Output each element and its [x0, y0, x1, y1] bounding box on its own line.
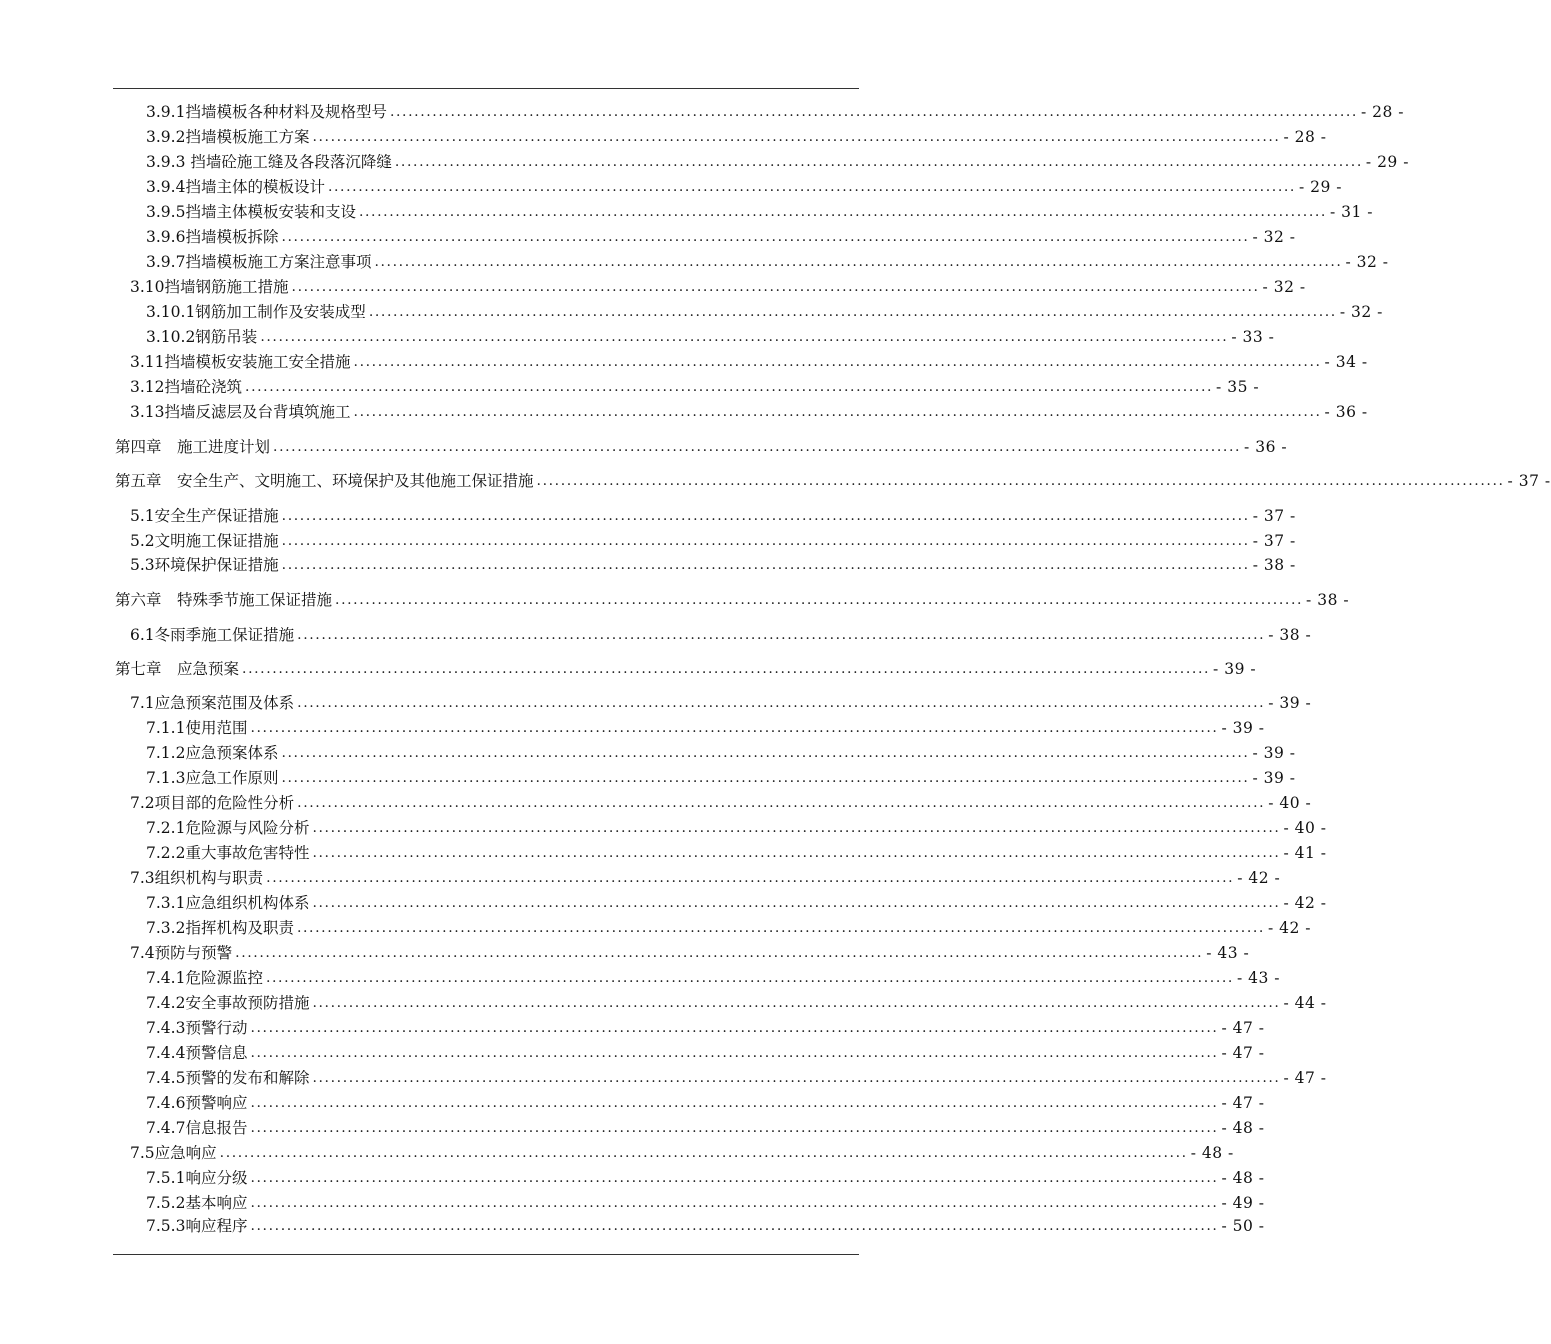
toc-entry[interactable]	[0, 692, 1312, 714]
toc-entry[interactable]	[0, 942, 1250, 964]
toc-entry[interactable]	[0, 505, 1296, 527]
toc-entry-title: 3.10.1钢筋加工制作及安装成型	[146, 303, 366, 321]
dot-leader: ................................................................................................................................................................	[312, 1070, 1281, 1086]
dot-leader: ................................................................................................................................................................	[250, 1045, 1219, 1061]
toc-entry-page: - 34 -	[1324, 353, 1368, 371]
toc-entry-title: 7.4.1危险源监控	[146, 969, 263, 987]
toc-entry-page: - 42 -	[1267, 919, 1312, 937]
toc-entry-title: 3.9.7挡墙模板施工方案注意事项	[146, 253, 372, 271]
dot-leader: ................................................................................................................................................................	[394, 154, 1363, 170]
dot-leader: ................................................................................................................................................................	[265, 970, 1234, 986]
dot-leader: ................................................................................................................................................................	[353, 354, 1322, 370]
toc-entry-page: - 47 -	[1283, 1069, 1327, 1087]
toc-entry-page: - 29 -	[1365, 153, 1409, 171]
toc-entry[interactable]	[0, 589, 1350, 611]
dot-leader: ................................................................................................................................................................	[312, 895, 1281, 911]
toc-entry-page: - 40 -	[1268, 794, 1312, 812]
toc-entry[interactable]	[0, 1167, 1265, 1189]
dot-leader: ................................................................................................................................................................	[250, 1020, 1219, 1036]
toc-entry[interactable]	[0, 276, 1306, 298]
toc-entry[interactable]	[0, 530, 1296, 552]
toc-entry-title: 3.9.4挡墙主体的模板设计	[146, 178, 325, 196]
toc-entry[interactable]	[0, 301, 1383, 323]
toc-entry-title: 3.12挡墙砼浇筑	[130, 378, 243, 396]
toc-entry[interactable]	[0, 251, 1389, 273]
toc-entry-title: 7.3.2指挥机构及职责	[146, 919, 294, 937]
toc-entry-title: 7.4.6预警响应	[146, 1094, 248, 1112]
toc-entry-title: 7.3组织机构与职责	[130, 869, 264, 887]
dot-leader: ................................................................................................................................................................	[297, 795, 1266, 811]
toc-entry-page: - 37 -	[1507, 472, 1551, 490]
toc-entry-page: - 47 -	[1221, 1094, 1265, 1112]
toc-entry-title: 7.1.1使用范围	[146, 719, 248, 737]
toc-entry[interactable]	[0, 767, 1296, 789]
toc-entry-title: 3.9.6挡墙模板拆除	[146, 228, 279, 246]
toc-entry-title: 7.4.7信息报告	[146, 1119, 248, 1137]
toc-entry[interactable]	[0, 1192, 1265, 1214]
toc-entry-page: - 36 -	[1324, 403, 1368, 421]
toc-entry-page: - 32 -	[1339, 303, 1383, 321]
toc-entry-title: 7.4预防与预警	[130, 944, 233, 962]
toc-entry-page: - 38 -	[1252, 556, 1296, 574]
toc-entry-page: - 49 -	[1221, 1194, 1265, 1212]
toc-entry[interactable]	[0, 1017, 1265, 1039]
toc-entry-page: - 38 -	[1268, 626, 1312, 644]
toc-entry-page: - 43 -	[1236, 969, 1281, 987]
toc-entry[interactable]	[0, 967, 1281, 989]
toc-entry-page: - 41 -	[1283, 844, 1327, 862]
toc-entry-title: 5.2文明施工保证措施	[130, 532, 279, 550]
toc-entry-page: - 39 -	[1252, 744, 1296, 762]
dot-leader: ................................................................................................................................................................	[312, 820, 1281, 836]
toc-entry-title: 5.3环境保护保证措施	[130, 556, 279, 574]
dot-leader: ................................................................................................................................................................	[219, 1145, 1188, 1161]
toc-entry-title: 3.11挡墙模板安装施工安全措施	[130, 353, 351, 371]
dot-leader: ................................................................................................................................................................	[250, 1095, 1219, 1111]
toc-entry-page: - 47 -	[1221, 1019, 1265, 1037]
toc-entry[interactable]	[0, 176, 1343, 198]
toc-entry-page: - 29 -	[1298, 178, 1343, 196]
toc-entry-page: - 42 -	[1237, 869, 1281, 887]
toc-entry[interactable]	[0, 201, 1374, 223]
toc-entry[interactable]	[0, 624, 1312, 646]
toc-entry-title: 7.1.2应急预案体系	[146, 744, 279, 762]
dot-leader: ................................................................................................................................................................	[273, 439, 1242, 455]
toc-entry-title: 3.9.2挡墙模板施工方案	[146, 128, 310, 146]
toc-entry-title: 7.2.2重大事故危害特性	[146, 844, 310, 862]
dot-leader: ................................................................................................................................................................	[250, 1120, 1219, 1136]
dot-leader: ................................................................................................................................................................	[281, 557, 1250, 573]
toc-entry-title: 第四章 施工进度计划	[115, 438, 271, 456]
toc-entry[interactable]	[0, 401, 1368, 423]
toc-entry[interactable]	[0, 554, 1296, 576]
toc-entry-page: - 48 -	[1190, 1144, 1234, 1162]
dot-leader: ................................................................................................................................................................	[281, 229, 1250, 245]
toc-entry-title: 7.4.2安全事故预防措施	[146, 994, 310, 1012]
toc-entry-title: 7.4.4预警信息	[146, 1044, 248, 1062]
toc-entry-title: 3.10挡墙钢筋施工措施	[130, 278, 289, 296]
toc-entry-page: - 32 -	[1345, 253, 1389, 271]
toc-entry-page: - 37 -	[1252, 532, 1296, 550]
toc-entry[interactable]	[0, 1117, 1265, 1139]
toc-entry-page: - 47 -	[1221, 1044, 1265, 1062]
toc-entry-page: - 35 -	[1216, 378, 1260, 396]
toc-entry-title: 第七章 应急预案	[115, 660, 240, 678]
toc-entry[interactable]	[0, 992, 1327, 1014]
toc-entry[interactable]	[0, 351, 1368, 373]
dot-leader: ................................................................................................................................................................	[389, 104, 1358, 120]
toc-entry[interactable]	[0, 1067, 1327, 1089]
dot-leader: ................................................................................................................................................................	[242, 661, 1211, 677]
toc-entry-title: 7.1.3应急工作原则	[146, 769, 279, 787]
toc-entry[interactable]	[0, 1042, 1265, 1064]
toc-entry-page: - 44 -	[1283, 994, 1327, 1012]
dot-leader: ................................................................................................................................................................	[250, 720, 1219, 736]
toc-entry-title: 3.10.2钢筋吊装	[146, 328, 258, 346]
dot-leader: ................................................................................................................................................................	[260, 329, 1229, 345]
toc-entry-page: - 39 -	[1213, 660, 1257, 678]
dot-leader: ................................................................................................................................................................	[291, 279, 1260, 295]
toc-entry-page: - 32 -	[1262, 278, 1306, 296]
toc-entry-page: - 28 -	[1360, 103, 1405, 121]
dot-leader: ................................................................................................................................................................	[312, 995, 1281, 1011]
toc-entry-title: 3.13挡墙反滤层及台背填筑施工	[130, 403, 351, 421]
toc-entry-page: - 42 -	[1283, 894, 1327, 912]
toc-entry-page: - 37 -	[1252, 507, 1296, 525]
toc-entry[interactable]	[0, 1215, 1265, 1237]
dot-leader: ................................................................................................................................................................	[297, 627, 1266, 643]
toc-entry-title: 7.5.3响应程序	[146, 1217, 248, 1235]
dot-leader: ................................................................................................................................................................	[353, 404, 1322, 420]
dot-leader: ................................................................................................................................................................	[245, 379, 1214, 395]
toc-entry-page: - 50 -	[1221, 1217, 1265, 1235]
toc-entry[interactable]	[0, 658, 1257, 680]
dot-leader: ................................................................................................................................................................	[374, 254, 1343, 270]
dot-leader: ................................................................................................................................................................	[536, 473, 1505, 489]
toc-entry[interactable]	[0, 376, 1260, 398]
toc-entry-title: 7.2.1危险源与风险分析	[146, 819, 310, 837]
toc-entry-title: 3.9.3 挡墙砼施工缝及各段落沉降缝	[146, 153, 392, 171]
toc-entry-title: 7.4.5预警的发布和解除	[146, 1069, 310, 1087]
toc-entry[interactable]	[0, 101, 1405, 123]
toc-entry[interactable]	[0, 817, 1327, 839]
toc-entry[interactable]	[0, 151, 1409, 173]
dot-leader: ................................................................................................................................................................	[368, 304, 1337, 320]
dot-leader: ................................................................................................................................................................	[281, 533, 1250, 549]
toc-entry[interactable]	[0, 226, 1296, 248]
dot-leader: ................................................................................................................................................................	[266, 870, 1235, 886]
dot-leader: ................................................................................................................................................................	[235, 945, 1204, 961]
dot-leader: ................................................................................................................................................................	[281, 745, 1250, 761]
toc-entry-title: 7.1应急预案范围及体系	[130, 694, 295, 712]
toc-entry-page: - 32 -	[1252, 228, 1296, 246]
toc-entry-title: 7.5.1响应分级	[146, 1169, 248, 1187]
toc-entry-page: - 36 -	[1244, 438, 1288, 456]
dot-leader: ................................................................................................................................................................	[281, 770, 1250, 786]
toc-entry-page: - 40 -	[1283, 819, 1327, 837]
dot-leader: ................................................................................................................................................................	[296, 920, 1265, 936]
dot-leader: ................................................................................................................................................................	[250, 1170, 1219, 1186]
toc-entry-page: - 28 -	[1283, 128, 1327, 146]
dot-leader: ................................................................................................................................................................	[250, 1195, 1219, 1211]
dot-leader: ................................................................................................................................................................	[327, 179, 1296, 195]
dot-leader: ................................................................................................................................................................	[281, 508, 1250, 524]
toc-entry[interactable]	[0, 917, 1312, 939]
toc-entry-page: - 31 -	[1329, 203, 1374, 221]
footer-rule	[113, 1254, 859, 1255]
toc-entry-title: 7.4.3预警行动	[146, 1019, 248, 1037]
toc-entry[interactable]	[0, 842, 1327, 864]
dot-leader: ................................................................................................................................................................	[312, 129, 1281, 145]
dot-leader: ................................................................................................................................................................	[358, 204, 1327, 220]
toc-entry-page: - 48 -	[1221, 1119, 1265, 1137]
dot-leader: ................................................................................................................................................................	[250, 1218, 1219, 1234]
dot-leader: ................................................................................................................................................................	[312, 845, 1281, 861]
toc-entry-page: - 39 -	[1252, 769, 1296, 787]
toc-entry-title: 6.1冬雨季施工保证措施	[130, 626, 295, 644]
toc-entry[interactable]	[0, 1092, 1265, 1114]
toc-entry-page: - 38 -	[1306, 591, 1350, 609]
toc-entry-title: 7.5.2基本响应	[146, 1194, 248, 1212]
toc-entry-title: 7.5应急响应	[130, 1144, 217, 1162]
toc-entry-page: - 33 -	[1231, 328, 1275, 346]
toc-entry[interactable]	[0, 867, 1281, 889]
toc-entry[interactable]	[0, 742, 1296, 764]
toc-entry-title: 3.9.5挡墙主体模板安装和支设	[146, 203, 356, 221]
toc-entry[interactable]	[0, 126, 1327, 148]
toc-entry[interactable]	[0, 792, 1312, 814]
dot-leader: ................................................................................................................................................................	[297, 695, 1266, 711]
toc-entry[interactable]	[0, 326, 1275, 348]
toc-entry-title: 7.3.1应急组织机构体系	[146, 894, 310, 912]
toc-entry-page: - 48 -	[1221, 1169, 1265, 1187]
toc-entry-page: - 39 -	[1221, 719, 1265, 737]
toc-entry-title: 第六章 特殊季节施工保证措施	[115, 591, 333, 609]
toc-entry-title: 5.1安全生产保证措施	[130, 507, 279, 525]
toc-entry[interactable]	[0, 1142, 1234, 1164]
toc-entry-title: 第五章 安全生产、文明施工、环境保护及其他施工保证措施	[115, 472, 534, 490]
toc-entry-title: 7.2项目部的危险性分析	[130, 794, 295, 812]
toc-entry[interactable]	[0, 436, 1288, 458]
toc-entry[interactable]	[0, 717, 1265, 739]
toc-entry[interactable]	[0, 892, 1327, 914]
toc-entry-title: 3.9.1挡墙模板各种材料及规格型号	[146, 103, 387, 121]
toc-entry[interactable]	[0, 470, 1551, 492]
toc-entry-page: - 43 -	[1206, 944, 1250, 962]
toc-entry-page: - 39 -	[1268, 694, 1312, 712]
dot-leader: ................................................................................................................................................................	[335, 592, 1304, 608]
